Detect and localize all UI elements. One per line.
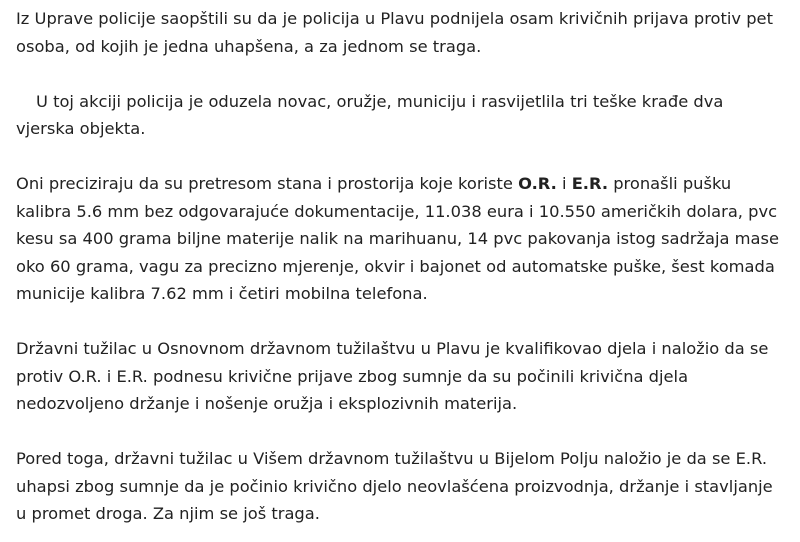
article-paragraph-5: Pored toga, državni tužilac u Višem državnom tužilaštvu u Bijelom Polju naložio je da se E.R. uhapsi zbog sumnje da je počinio krivično djelo neovlašćena proizvodnja, držanje i stavljanje u promet droga. Za njim se još traga. bbox=[16, 449, 773, 523]
article-paragraph-1: Iz Uprave policije saopštili su da je policija u Plavu podnijela osam krivičnih prijava protiv pet osoba, od kojih je jedna uhapšena, a za jednom se traga. bbox=[16, 9, 773, 56]
paragraph-3-text-start: Oni preciziraju da su pretresom stana i prostorija koje koriste bbox=[16, 174, 519, 193]
article-paragraph-3 bbox=[16, 170, 784, 308]
paragraph-3-conjunction: i bbox=[556, 174, 572, 193]
paragraph-3-text-end: pronašli pušku kalibra 5.6 mm bez odgovarajuće dokumentacije, 11.038 eura i 10.550 američkih dolara, pvc kesu sa 400 grama biljne materije nalik na marihuanu, 14 pvc pakovanja istog sadržaja mase oko 60 grama, vagu za precizno mjerenje, okvir i bajonet od automatske puške, šest komada municije kalibra 7.62 mm i četiri mobilna telefona. bbox=[16, 174, 780, 303]
suspect-name-or: O.R. bbox=[518, 174, 557, 193]
article-paragraph-2: U toj akciji policija je oduzela novac, oružje, municiju i rasvijetlila tri teške krađe dva vjerska objekta. bbox=[16, 91, 724, 138]
article-paragraph-4: Državni tužilac u Osnovnom državnom tužilaštvu u Plavu je kvalifikovao djela i naložio da se protiv O.R. i E.R. podnesu krivične prijave zbog sumnje da su počinili krivična djela nedozvoljeno držanje i nošenje oružja i eksplozivnih materija. bbox=[16, 339, 769, 413]
suspect-name-er: E.R. bbox=[571, 174, 609, 193]
